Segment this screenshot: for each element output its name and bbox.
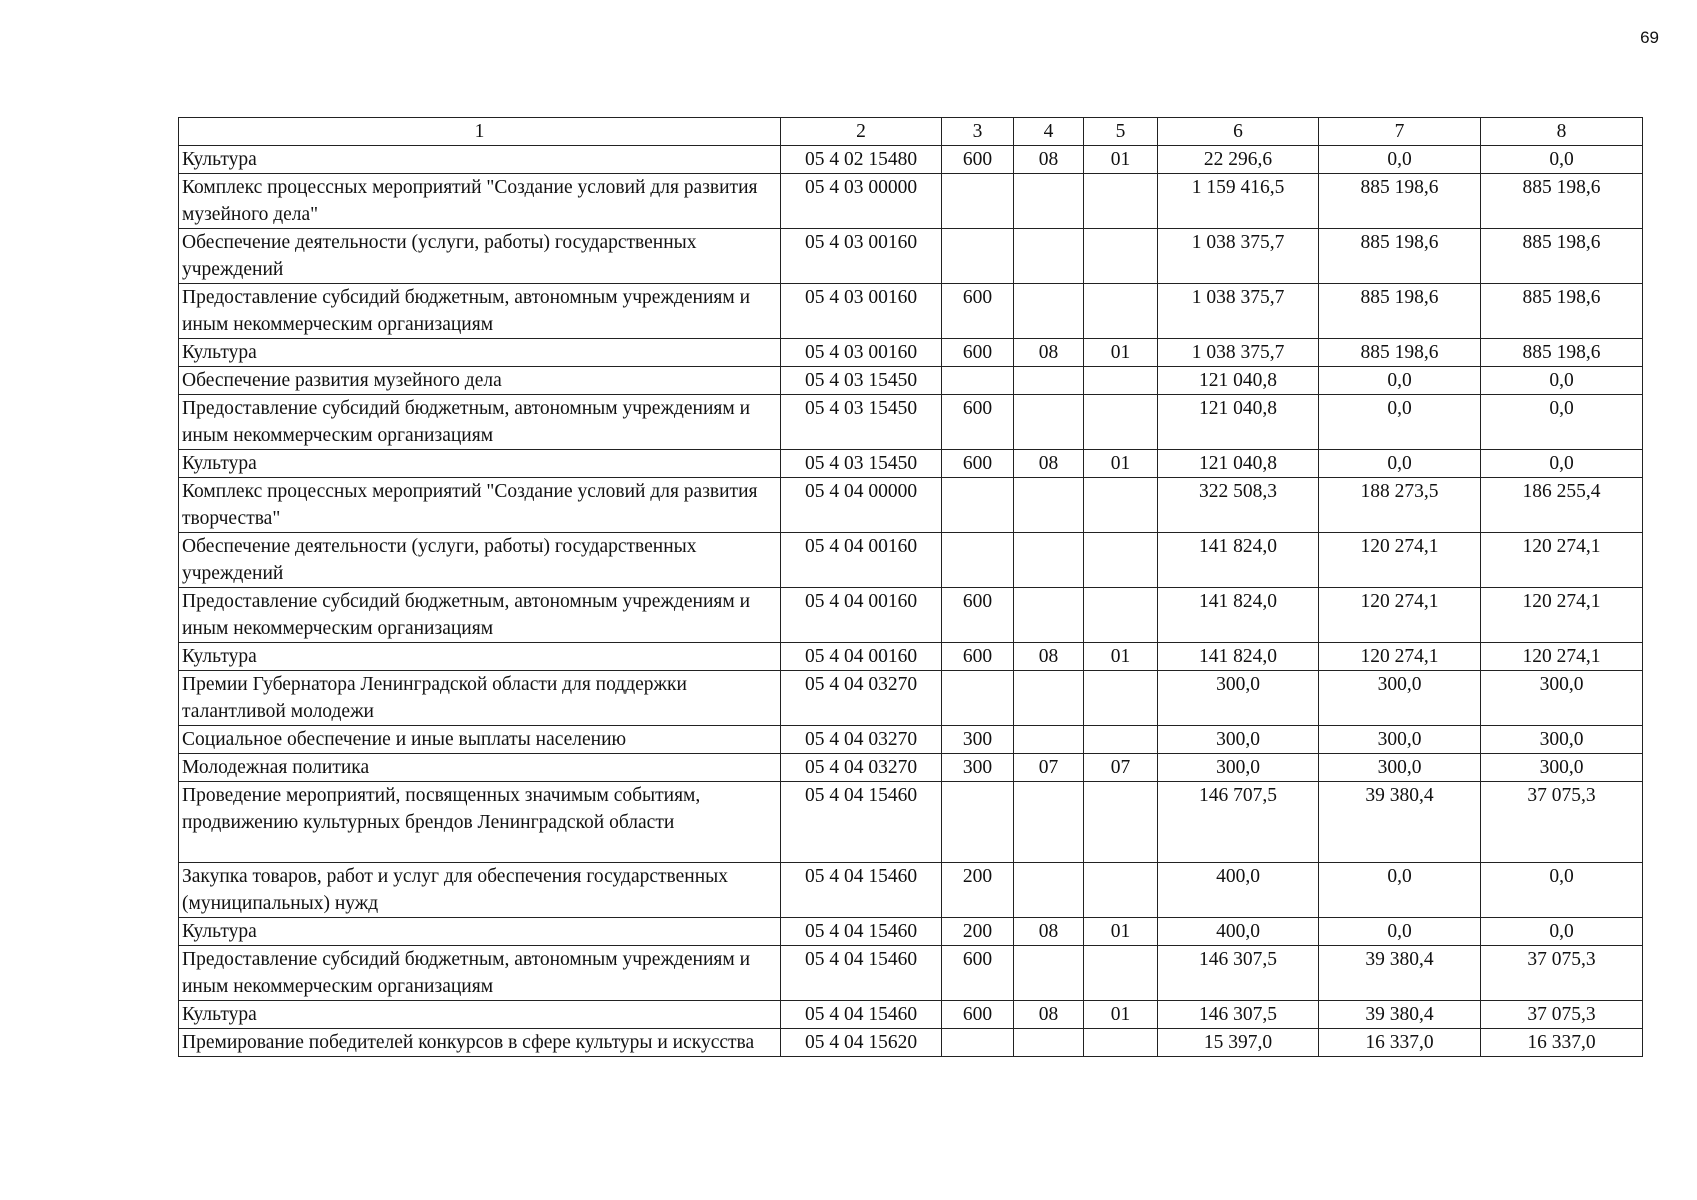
col3-cell: 600 xyxy=(942,284,1014,339)
col6-value-cell: 141 824,0 xyxy=(1158,533,1319,588)
col3-cell: 300 xyxy=(942,726,1014,754)
col7-value-cell: 300,0 xyxy=(1319,671,1481,726)
row-name-cell: Премии Губернатора Ленинградской области для поддержки талантливой молодежи xyxy=(179,671,781,726)
col8-value-cell: 37 075,3 xyxy=(1481,946,1643,1001)
row-name-cell: Проведение мероприятий, посвященных значимым событиям, продвижению культурных брендов Ленинградской области xyxy=(179,782,781,863)
table-row xyxy=(179,863,1643,918)
column-header: 5 xyxy=(1084,118,1158,146)
col4-cell: 07 xyxy=(1014,754,1084,782)
col8-value-cell: 0,0 xyxy=(1481,367,1643,395)
col6-value-cell: 121 040,8 xyxy=(1158,395,1319,450)
code-cell: 05 4 04 03270 xyxy=(781,754,942,782)
col3-cell xyxy=(942,229,1014,284)
col8-value-cell: 0,0 xyxy=(1481,450,1643,478)
table-row xyxy=(179,284,1643,339)
col4-cell xyxy=(1014,1029,1084,1057)
col7-value-cell: 120 274,1 xyxy=(1319,533,1481,588)
col7-value-cell: 188 273,5 xyxy=(1319,478,1481,533)
code-cell: 05 4 02 15480 xyxy=(781,146,942,174)
column-header: 6 xyxy=(1158,118,1319,146)
col3-cell: 300 xyxy=(942,754,1014,782)
page-number: 69 xyxy=(1640,28,1659,47)
col6-value-cell: 300,0 xyxy=(1158,754,1319,782)
col3-cell xyxy=(942,1029,1014,1057)
code-cell: 05 4 03 15450 xyxy=(781,367,942,395)
col4-cell xyxy=(1014,395,1084,450)
col7-value-cell: 300,0 xyxy=(1319,754,1481,782)
col4-cell xyxy=(1014,284,1084,339)
table-row xyxy=(179,450,1643,478)
col6-value-cell: 141 824,0 xyxy=(1158,643,1319,671)
col4-cell xyxy=(1014,478,1084,533)
col6-value-cell: 121 040,8 xyxy=(1158,367,1319,395)
col5-cell: 07 xyxy=(1084,754,1158,782)
table-row xyxy=(179,1029,1643,1057)
col7-value-cell: 0,0 xyxy=(1319,395,1481,450)
code-cell: 05 4 03 15450 xyxy=(781,395,942,450)
table-body xyxy=(179,146,1643,1057)
column-header: 7 xyxy=(1319,118,1481,146)
col7-value-cell: 0,0 xyxy=(1319,450,1481,478)
table-row xyxy=(179,478,1643,533)
col3-cell: 600 xyxy=(942,339,1014,367)
col4-cell xyxy=(1014,863,1084,918)
col6-value-cell: 400,0 xyxy=(1158,863,1319,918)
col3-cell: 200 xyxy=(942,918,1014,946)
col5-cell: 01 xyxy=(1084,643,1158,671)
col4-cell: 08 xyxy=(1014,339,1084,367)
col5-cell: 01 xyxy=(1084,339,1158,367)
col7-value-cell: 39 380,4 xyxy=(1319,946,1481,1001)
table-row xyxy=(179,754,1643,782)
column-header: 8 xyxy=(1481,118,1643,146)
col3-cell: 600 xyxy=(942,1001,1014,1029)
col4-cell: 08 xyxy=(1014,450,1084,478)
row-name-cell: Закупка товаров, работ и услуг для обеспечения государственных (муниципальных) нужд xyxy=(179,863,781,918)
row-name-cell: Культура xyxy=(179,643,781,671)
col8-value-cell: 300,0 xyxy=(1481,671,1643,726)
col6-value-cell: 121 040,8 xyxy=(1158,450,1319,478)
col6-value-cell: 300,0 xyxy=(1158,671,1319,726)
col8-value-cell: 120 274,1 xyxy=(1481,533,1643,588)
col5-cell xyxy=(1084,395,1158,450)
col7-value-cell: 39 380,4 xyxy=(1319,782,1481,863)
col3-cell: 600 xyxy=(942,450,1014,478)
col8-value-cell: 885 198,6 xyxy=(1481,284,1643,339)
col8-value-cell: 37 075,3 xyxy=(1481,1001,1643,1029)
row-name-cell: Предоставление субсидий бюджетным, автономным учреждениям и иным некоммерческим организациям xyxy=(179,284,781,339)
col3-cell xyxy=(942,782,1014,863)
col6-value-cell: 300,0 xyxy=(1158,726,1319,754)
row-name-cell: Предоставление субсидий бюджетным, автономным учреждениям и иным некоммерческим организациям xyxy=(179,588,781,643)
code-cell: 05 4 03 00000 xyxy=(781,174,942,229)
col4-cell: 08 xyxy=(1014,146,1084,174)
code-cell: 05 4 04 03270 xyxy=(781,726,942,754)
row-name-cell: Культура xyxy=(179,146,781,174)
col3-cell: 200 xyxy=(942,863,1014,918)
col4-cell xyxy=(1014,946,1084,1001)
row-name-cell: Социальное обеспечение и иные выплаты населению xyxy=(179,726,781,754)
col7-value-cell: 39 380,4 xyxy=(1319,1001,1481,1029)
col5-cell: 01 xyxy=(1084,450,1158,478)
col8-value-cell: 16 337,0 xyxy=(1481,1029,1643,1057)
col3-cell: 600 xyxy=(942,946,1014,1001)
code-cell: 05 4 04 15460 xyxy=(781,946,942,1001)
col8-value-cell: 885 198,6 xyxy=(1481,339,1643,367)
table-row xyxy=(179,146,1643,174)
col4-cell xyxy=(1014,671,1084,726)
col5-cell xyxy=(1084,478,1158,533)
col8-value-cell: 885 198,6 xyxy=(1481,174,1643,229)
col7-value-cell: 120 274,1 xyxy=(1319,588,1481,643)
code-cell: 05 4 04 15460 xyxy=(781,863,942,918)
table-row xyxy=(179,726,1643,754)
col5-cell: 01 xyxy=(1084,1001,1158,1029)
col6-value-cell: 400,0 xyxy=(1158,918,1319,946)
col6-value-cell: 1 038 375,7 xyxy=(1158,339,1319,367)
col7-value-cell: 120 274,1 xyxy=(1319,643,1481,671)
col5-cell xyxy=(1084,533,1158,588)
col3-cell xyxy=(942,367,1014,395)
table-row xyxy=(179,395,1643,450)
code-cell: 05 4 04 00160 xyxy=(781,588,942,643)
col6-value-cell: 322 508,3 xyxy=(1158,478,1319,533)
code-cell: 05 4 03 00160 xyxy=(781,284,942,339)
col8-value-cell: 186 255,4 xyxy=(1481,478,1643,533)
code-cell: 05 4 03 15450 xyxy=(781,450,942,478)
col5-cell xyxy=(1084,671,1158,726)
col5-cell xyxy=(1084,726,1158,754)
col5-cell xyxy=(1084,863,1158,918)
col5-cell xyxy=(1084,284,1158,339)
code-cell: 05 4 04 15460 xyxy=(781,1001,942,1029)
col7-value-cell: 16 337,0 xyxy=(1319,1029,1481,1057)
col6-value-cell: 1 159 416,5 xyxy=(1158,174,1319,229)
col3-cell xyxy=(942,671,1014,726)
col7-value-cell: 885 198,6 xyxy=(1319,174,1481,229)
table-row xyxy=(179,229,1643,284)
col7-value-cell: 885 198,6 xyxy=(1319,339,1481,367)
code-cell: 05 4 04 15460 xyxy=(781,782,942,863)
col8-value-cell: 37 075,3 xyxy=(1481,782,1643,863)
col5-cell xyxy=(1084,174,1158,229)
col8-value-cell: 120 274,1 xyxy=(1481,643,1643,671)
table-row xyxy=(179,918,1643,946)
row-name-cell: Культура xyxy=(179,1001,781,1029)
row-name-cell: Обеспечение развития музейного дела xyxy=(179,367,781,395)
code-cell: 05 4 04 00160 xyxy=(781,533,942,588)
col5-cell xyxy=(1084,367,1158,395)
col8-value-cell: 120 274,1 xyxy=(1481,588,1643,643)
col4-cell xyxy=(1014,588,1084,643)
col8-value-cell: 0,0 xyxy=(1481,146,1643,174)
col4-cell: 08 xyxy=(1014,918,1084,946)
table-row xyxy=(179,643,1643,671)
column-header: 3 xyxy=(942,118,1014,146)
column-header: 4 xyxy=(1014,118,1084,146)
table-row xyxy=(179,1001,1643,1029)
col7-value-cell: 885 198,6 xyxy=(1319,284,1481,339)
col7-value-cell: 0,0 xyxy=(1319,367,1481,395)
row-name-cell: Комплекс процессных мероприятий "Создание условий для развития музейного дела" xyxy=(179,174,781,229)
table-row xyxy=(179,782,1643,863)
col6-value-cell: 1 038 375,7 xyxy=(1158,284,1319,339)
table-row xyxy=(179,671,1643,726)
code-cell: 05 4 04 03270 xyxy=(781,671,942,726)
col5-cell xyxy=(1084,229,1158,284)
table-row xyxy=(179,533,1643,588)
col6-value-cell: 1 038 375,7 xyxy=(1158,229,1319,284)
col3-cell: 600 xyxy=(942,395,1014,450)
col8-value-cell: 0,0 xyxy=(1481,918,1643,946)
col4-cell xyxy=(1014,229,1084,284)
col7-value-cell: 0,0 xyxy=(1319,146,1481,174)
code-cell: 05 4 04 15620 xyxy=(781,1029,942,1057)
col6-value-cell: 15 397,0 xyxy=(1158,1029,1319,1057)
column-header: 1 xyxy=(179,118,781,146)
table-row xyxy=(179,174,1643,229)
code-cell: 05 4 04 00160 xyxy=(781,643,942,671)
code-cell: 05 4 03 00160 xyxy=(781,229,942,284)
col4-cell: 08 xyxy=(1014,643,1084,671)
col7-value-cell: 300,0 xyxy=(1319,726,1481,754)
col8-value-cell: 300,0 xyxy=(1481,726,1643,754)
budget-table xyxy=(178,117,1643,1057)
col5-cell: 01 xyxy=(1084,918,1158,946)
col5-cell xyxy=(1084,588,1158,643)
table-row xyxy=(179,367,1643,395)
row-name-cell: Культура xyxy=(179,339,781,367)
row-name-cell: Обеспечение деятельности (услуги, работы) государственных учреждений xyxy=(179,229,781,284)
col3-cell xyxy=(942,533,1014,588)
col4-cell xyxy=(1014,726,1084,754)
table-row xyxy=(179,339,1643,367)
col3-cell: 600 xyxy=(942,643,1014,671)
column-header: 2 xyxy=(781,118,942,146)
table-row xyxy=(179,588,1643,643)
header-row xyxy=(179,118,1643,146)
row-name-cell: Обеспечение деятельности (услуги, работы) государственных учреждений xyxy=(179,533,781,588)
row-name-cell: Предоставление субсидий бюджетным, автономным учреждениям и иным некоммерческим организациям xyxy=(179,946,781,1001)
col4-cell: 08 xyxy=(1014,1001,1084,1029)
col6-value-cell: 146 707,5 xyxy=(1158,782,1319,863)
code-cell: 05 4 04 00000 xyxy=(781,478,942,533)
table-row xyxy=(179,946,1643,1001)
col5-cell xyxy=(1084,946,1158,1001)
row-name-cell: Предоставление субсидий бюджетным, автономным учреждениям и иным некоммерческим организациям xyxy=(179,395,781,450)
row-name-cell: Культура xyxy=(179,918,781,946)
col3-cell xyxy=(942,478,1014,533)
col5-cell xyxy=(1084,1029,1158,1057)
col8-value-cell: 0,0 xyxy=(1481,395,1643,450)
row-name-cell: Молодежная политика xyxy=(179,754,781,782)
col5-cell xyxy=(1084,782,1158,863)
col7-value-cell: 0,0 xyxy=(1319,918,1481,946)
row-name-cell: Комплекс процессных мероприятий "Создание условий для развития творчества" xyxy=(179,478,781,533)
col4-cell xyxy=(1014,367,1084,395)
row-name-cell: Культура xyxy=(179,450,781,478)
col3-cell: 600 xyxy=(942,146,1014,174)
col6-value-cell: 146 307,5 xyxy=(1158,946,1319,1001)
col8-value-cell: 885 198,6 xyxy=(1481,229,1643,284)
col4-cell xyxy=(1014,782,1084,863)
code-cell: 05 4 04 15460 xyxy=(781,918,942,946)
col4-cell xyxy=(1014,533,1084,588)
col8-value-cell: 0,0 xyxy=(1481,863,1643,918)
code-cell: 05 4 03 00160 xyxy=(781,339,942,367)
col6-value-cell: 146 307,5 xyxy=(1158,1001,1319,1029)
col7-value-cell: 885 198,6 xyxy=(1319,229,1481,284)
col6-value-cell: 141 824,0 xyxy=(1158,588,1319,643)
col5-cell: 01 xyxy=(1084,146,1158,174)
col8-value-cell: 300,0 xyxy=(1481,754,1643,782)
col3-cell xyxy=(942,174,1014,229)
col6-value-cell: 22 296,6 xyxy=(1158,146,1319,174)
col7-value-cell: 0,0 xyxy=(1319,863,1481,918)
col4-cell xyxy=(1014,174,1084,229)
row-name-cell: Премирование победителей конкурсов в сфере культуры и искусства xyxy=(179,1029,781,1057)
col3-cell: 600 xyxy=(942,588,1014,643)
